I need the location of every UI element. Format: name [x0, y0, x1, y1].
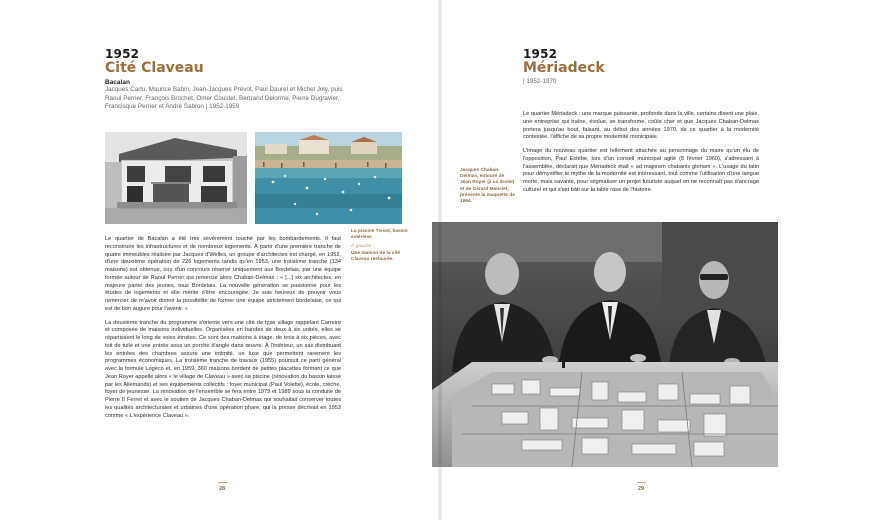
left-title: Cité Claveau	[105, 60, 204, 76]
left-year: 1952	[105, 47, 140, 61]
left-body	[105, 236, 341, 426]
right-body	[523, 111, 759, 201]
pool-photo-image	[255, 132, 402, 224]
house-photo-image	[105, 132, 247, 224]
right-page-number: 29	[638, 486, 645, 492]
caption-pool-text: La piscine Tissot, bassin extérieur.	[351, 229, 408, 241]
left-place: Bacalan	[105, 79, 130, 86]
left-credits: Jacques Carlu, Maurice Babin, Jean-Jacques Prévot, Paul Daurel et Michel Joly, puis Raoul Perrier, François Brochet, Omer Coustet, Bertrand Delorme, Pierre Dugravier, Francisque Perrier et André Sabron | 1952-1959	[105, 86, 343, 111]
book-gutter	[438, 0, 442, 520]
right-year: 1952	[523, 47, 558, 61]
caption-meriadeck-photo: Jacques Chaban-Delmas, entouré de Jean Royer (à sa droite) et de Gérard Manciet, présente la maquette de 1964.	[460, 168, 515, 205]
right-paragraph-1: Le quartier Mériadeck : une marque puissante, profonde dans la ville, certains disent une plaie, une entreprise qui traîne, évolue, se transforme, coûte cher et que Jacques Chaban-Delmas portera jusqu'au bout, faisant, au début des années 1970, de ce quartier à la modernité contestée, l'affiche de sa propre modernité municipale.	[523, 111, 759, 141]
left-page-number: 28	[219, 486, 226, 492]
caption-left-mark: À gauche :	[351, 244, 374, 250]
meriadeck-photo	[432, 222, 778, 467]
caption-house-text: Une maison de la cité Claveau restaurée.	[351, 250, 401, 262]
left-paragraph-2: La deuxième tranche du programme s'oriente vers une cité de type village rappelant Carreire et composée de maisons individuelles. Organisées en bandes de deux à six unités, elles se répartissent le long de voies étroites. Ce sont des maisons à étage, de trois à six pièces, avec toit de tuile et une entrée sous un porche d'angle dans œuvre. À l'intérieur, un sas distribuant les entrées des chambres assure une intimité, un luxe que permettent rarement les programmes économiques. La troisième tranche de travaux (1955) poursuit ce parti général avec la formule Logéco et, en 1959, 360 maisons bordent de petites placettes formant ce que Jean Royer appelle alors « le village de Claveau » avec sa piscine (rénovation du bassin laissé par les Allemands) et ses équipements collectifs : foyer municipal (Paul Volette), école, crèche, foyer de jeunesse. La rénovation de l'ensemble se fera entre 1979 et 1989 sous la conduite de Pierre II Ferret et avec le soutien de Jacques Chaban-Delmas qui souhaitait conserver toutes les qualités architecturales et urbaines d'une opération phare, qui la presse décrivait en 1953 comme « L'expérience Claveau ».	[105, 319, 341, 419]
house-photo	[105, 132, 247, 224]
right-page	[440, 0, 880, 520]
right-paragraph-2: L'image du nouveau quartier est tellement attachée au personnage du maire qu'un élu de l'opposition, Paul Estèbe, lors d'un conseil municipal agité (8 février 1960), s'adressant à l'assemblée, déclarait que Mériadeck était « ad majorem chabanis gloriam ». L'usage du latin pour démystifier le mythe de la modernité est intéressant, tout comme l'utilisation d'une langue morte, mais savante, pour stigmatiser un projet futuriste auquel on ne reconnaît pas d'ancrage culturel et qui s'est bâti sur la table rase de l'histoire.	[523, 148, 759, 193]
right-title: Mériadeck	[523, 60, 605, 76]
pool-photo	[255, 132, 402, 224]
meriadeck-photo-image	[432, 222, 778, 467]
right-dates: | 1952-1970	[523, 78, 557, 85]
caption-pool	[351, 229, 411, 263]
left-paragraph-1: Le quartier de Bacalan a été très sévèrement touché par les bombardements. Il faut reconstruire les infrastructures et de nombreux logements. À partir d'une première tranche de quatre immeubles réalisée par Jacques d'Welles, un groupe d'architectes est chargé, en 1952, d'une deuxième opération de 226 logements tandis qu'en 1953, une troisième tranche (134 maisons) est obtenue, lors d'un concours réservé uniquement aux Bordelais, par une équipe formée autour de Raoul Perrier qui remercie alors Chaban-Delmas : « [...] six architectes, en majeure partie des jeunes, tous Bordelais. La nouvelle génération se passionne pour les études de logements et elle mérite d'être encouragée. Je suis heureux de pouvoir vous remercier de m'avoir donné la possibilité de former une équipe strictement bordelaise, ce qui est de bon augure pour l'avenir. »	[105, 236, 341, 312]
